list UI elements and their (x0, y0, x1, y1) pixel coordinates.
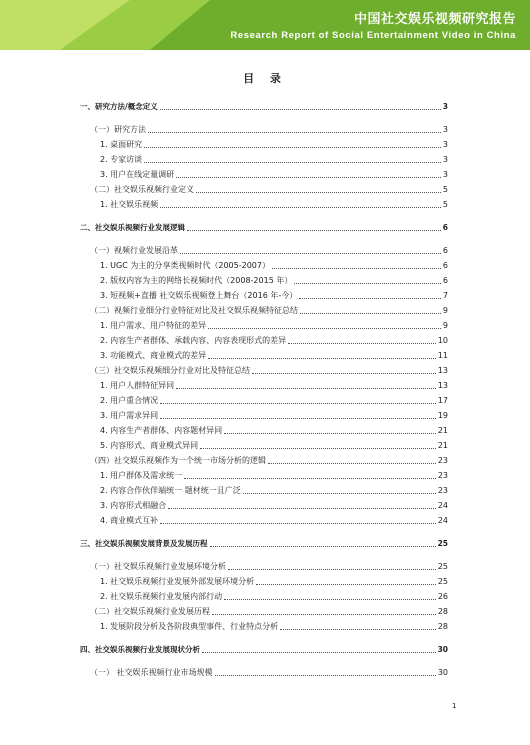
toc-entry-page: 21 (437, 441, 448, 450)
toc-leader-dots (144, 146, 441, 148)
toc-entry-title: 二、社交娱乐视频行业发展逻辑 (80, 223, 185, 232)
toc-leader-dots (160, 417, 436, 419)
toc-entry-page: 6 (442, 223, 448, 232)
toc-entry[interactable] (80, 138, 448, 150)
toc-entry-title: 2. 内容合作伙伴端统一 题材统一且广泛 (100, 486, 241, 495)
toc-entry-title: 2. 版权内容为主的网络长视频时代（2008-2015 年） (100, 276, 293, 285)
toc-entry[interactable] (80, 168, 448, 180)
toc-leader-dots (208, 357, 436, 359)
toc-entry-page: 3 (442, 125, 448, 134)
toc-entry[interactable] (80, 590, 448, 602)
toc-leader-dots (184, 477, 436, 479)
toc-entry-title: 1. 用户群体及需求统一 (100, 471, 183, 480)
toc-entry[interactable] (80, 439, 448, 451)
toc-entry-page: 24 (437, 501, 448, 510)
toc-entry-page: 3 (442, 140, 448, 149)
header-banner (0, 0, 530, 50)
toc-leader-dots (215, 674, 436, 676)
toc-entry-page: 3 (442, 102, 448, 111)
toc-leader-dots (187, 229, 441, 231)
toc-leader-dots (168, 507, 436, 509)
toc-entry-title: （三）社交娱乐视频细分行业对比及特征总结 (90, 366, 250, 375)
toc-entry-title: 3. 用户在线定量调研 (100, 170, 175, 179)
toc-leader-dots (300, 312, 441, 314)
toc-entry-title: 1. 社交娱乐视频 (100, 200, 159, 209)
toc-entry[interactable] (80, 334, 448, 346)
toc-entry-title: （二）社交娱乐视频行业定义 (90, 185, 194, 194)
toc-entry-page: 25 (437, 562, 448, 571)
toc-entry-page: 5 (442, 200, 448, 209)
toc-entry[interactable] (80, 620, 448, 632)
toc-entry[interactable] (80, 319, 448, 331)
toc-entry-page: 6 (442, 276, 448, 285)
toc-leader-dots (202, 651, 436, 653)
toc-entry[interactable] (80, 349, 448, 361)
toc-entry-title: 3. 功能模式、商业模式的差异 (100, 351, 207, 360)
toc-entry-page: 23 (437, 486, 448, 495)
toc-entry-page: 30 (437, 645, 448, 654)
toc-entry[interactable] (80, 560, 448, 572)
toc-entry-page: 26 (437, 592, 448, 601)
toc-entry-title: （一）社交娱乐视频行业发展环境分析 (90, 562, 226, 571)
toc-entry-page: 3 (442, 170, 448, 179)
toc-entry[interactable] (80, 100, 448, 112)
toc-entry-title: （一） 社交娱乐视频行业市场规模 (90, 668, 213, 677)
toc-entry[interactable] (80, 183, 448, 195)
toc-entry[interactable] (80, 469, 448, 481)
toc-entry-title: 1. 用户人群特征异同 (100, 381, 175, 390)
toc-entry[interactable] (80, 123, 448, 135)
toc-leader-dots (180, 252, 441, 254)
toc-leader-dots (272, 267, 441, 269)
report-subtitle: Research Report of Social Entertainment Video in China (230, 30, 516, 41)
toc-leader-dots (200, 447, 436, 449)
toc-leader-dots (288, 342, 436, 344)
toc-leader-dots (224, 432, 436, 434)
toc-leader-dots (196, 191, 441, 193)
toc-entry-title: 1. 社交娱乐视频行业发展外部发展环境分析 (100, 577, 255, 586)
toc-entry[interactable] (80, 153, 448, 165)
toc-leader-dots (144, 161, 441, 163)
toc-entry-page: 23 (437, 456, 448, 465)
toc-entry-page: 10 (437, 336, 448, 345)
toc-leader-dots (280, 628, 436, 630)
toc-entry[interactable] (80, 484, 448, 496)
toc-entry[interactable] (80, 244, 448, 256)
toc-entry[interactable] (80, 424, 448, 436)
toc-entry-page: 25 (437, 539, 448, 548)
toc-entry[interactable] (80, 198, 448, 210)
toc-leader-dots (212, 613, 436, 615)
toc-leader-dots (224, 598, 436, 600)
toc-entry-title: 2. 专家访谈 (100, 155, 143, 164)
toc-leader-dots (176, 176, 441, 178)
toc-entry-page: 30 (437, 668, 448, 677)
toc-entry-title: 3. 短视频+直播 社交娱乐视频登上舞台（2016 年-今） (100, 291, 298, 300)
toc-leader-dots (243, 492, 436, 494)
toc-entry-page: 6 (442, 246, 448, 255)
toc-entry-page: 7 (442, 291, 448, 300)
toc-entry-title: 4. 商业模式互补 (100, 516, 159, 525)
toc-leader-dots (160, 402, 436, 404)
toc-leader-dots (268, 462, 436, 464)
toc-entry-page: 19 (437, 411, 448, 420)
toc-entry-page: 28 (437, 622, 448, 631)
toc-entry[interactable] (80, 666, 448, 678)
toc-heading: 目 录 (243, 72, 287, 85)
toc-entry-title: 2. 内容生产者群体、承载内容、内容表现形式的差异 (100, 336, 287, 345)
toc-entry-page: 3 (442, 155, 448, 164)
toc-entry-title: 2. 社交娱乐视频行业发展内部行动 (100, 592, 223, 601)
toc-leader-dots (299, 297, 441, 299)
toc-entry-page: 6 (442, 261, 448, 270)
toc-entry-title: 5. 内容形式、商业模式异同 (100, 441, 199, 450)
page-number: 1 (452, 702, 457, 710)
toc-leader-dots (210, 545, 436, 547)
toc-entry-page: 23 (437, 471, 448, 480)
report-title: 中国社交娱乐视频研究报告 (353, 12, 516, 27)
toc-entry[interactable] (80, 454, 448, 466)
toc-entry-title: 4. 内容生产者群体、内容题材异同 (100, 426, 223, 435)
toc-leader-dots (294, 282, 441, 284)
toc-entry-title: 四、社交娱乐视频行业发展现状分析 (80, 645, 200, 654)
toc-entry-page: 13 (437, 366, 448, 375)
toc-entry-title: （四）社交娱乐视频作为一个统一市场分析的逻辑 (90, 456, 266, 465)
toc-entry-title: 1. UGC 为主的分享类视频时代（2005-2007） (100, 261, 270, 270)
toc-entry[interactable] (80, 221, 448, 233)
toc-leader-dots (148, 131, 441, 133)
toc-entry-title: （一）视频行业发展沿革 (90, 246, 178, 255)
toc-entry-page: 13 (437, 381, 448, 390)
toc-entry-page: 5 (442, 185, 448, 194)
toc-entry[interactable] (80, 575, 448, 587)
toc-entry[interactable] (80, 514, 448, 526)
toc-leader-dots (228, 568, 436, 570)
toc-entry-title: 1. 用户需求、用户特征的差异 (100, 321, 207, 330)
toc-entry-title: 1. 桌面研究 (100, 140, 143, 149)
toc-entry[interactable] (80, 605, 448, 617)
toc-entry-page: 28 (437, 607, 448, 616)
toc-entry-title: 1. 发展阶段分析及各阶段典型事件、行业特点分析 (100, 622, 279, 631)
toc-entry-page: 25 (437, 577, 448, 586)
toc-leader-dots (160, 522, 436, 524)
toc-entry[interactable] (80, 379, 448, 391)
toc-entry-title: 2. 用户重合情况 (100, 396, 159, 405)
toc-entry[interactable] (80, 394, 448, 406)
toc-entry-page: 21 (437, 426, 448, 435)
toc-entry-title: 三、社交娱乐视频发展背景及发展历程 (80, 539, 208, 548)
toc-leader-dots (256, 583, 436, 585)
toc-leader-dots (160, 108, 441, 110)
toc-entry-title: 3. 用户需求异同 (100, 411, 159, 420)
toc-entry[interactable] (80, 274, 448, 286)
toc-entry[interactable] (80, 537, 448, 549)
toc-entry[interactable] (80, 364, 448, 376)
toc-entry-title: （一）研究方法 (90, 125, 146, 134)
toc-entry[interactable] (80, 289, 448, 301)
toc-leader-dots (208, 327, 441, 329)
toc-entry[interactable] (80, 499, 448, 511)
toc-entry-page: 9 (442, 306, 448, 315)
toc-entry-title: （二）视频行业细分行业特征对比及社交娱乐视频特征总结 (90, 306, 298, 315)
toc-leader-dots (252, 372, 436, 374)
toc-entry-title: （二）社交娱乐视频行业发展历程 (90, 607, 210, 616)
toc-leader-dots (176, 387, 436, 389)
toc-entry-page: 9 (442, 321, 448, 330)
toc-entry[interactable] (80, 409, 448, 421)
toc-leader-dots (160, 206, 441, 208)
toc-entry-title: 一、研究方法/概念定义 (80, 102, 158, 111)
toc-entry[interactable] (80, 643, 448, 655)
toc-entry-page: 17 (437, 396, 448, 405)
toc-entry-title: 3. 内容形式相融合 (100, 501, 167, 510)
toc-entry-page: 11 (437, 351, 448, 360)
toc-entry-page: 24 (437, 516, 448, 525)
toc-entry[interactable] (80, 259, 448, 271)
toc-entry[interactable] (80, 304, 448, 316)
